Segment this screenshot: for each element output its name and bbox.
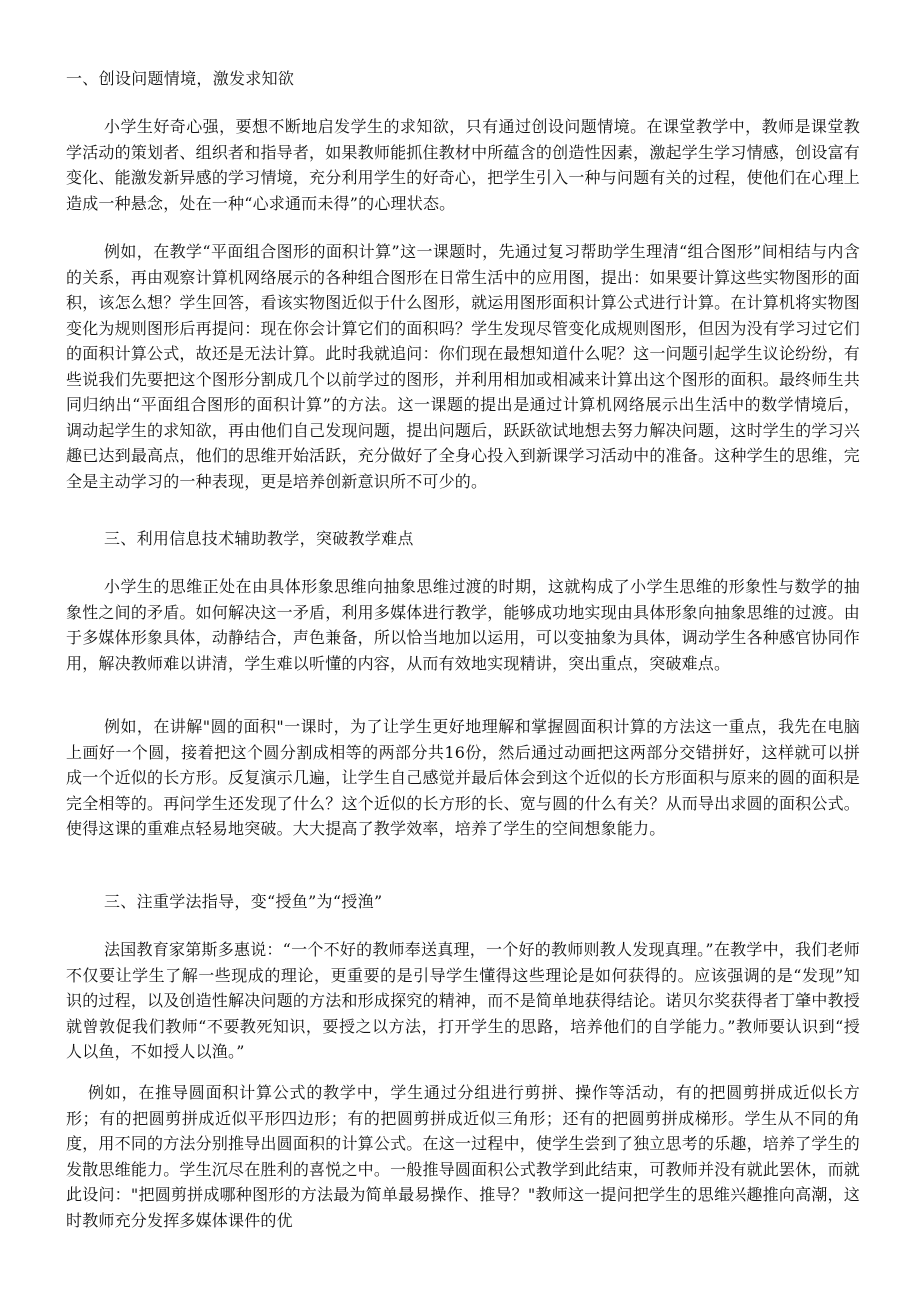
- paragraph-1: 小学生好奇心强，要想不断地启发学生的求知欲，只有通过创设问题情境。在课堂教学中，教师是课堂教学活动的策划者、组织者和指导者，如果教师能抓住教材中所蕴含的创造性因素，激起学生学习情感，创设富有变化、能激发新异感的学习情境，充分利用学生的好奇心，把学生引入一种与问题有关的过程，使他们在心理上造成一种悬念，处在一种“心求通而未得”的心理状态。: [66, 117, 860, 213]
- paragraph-5: 法国教育家第斯多惠说：“一个不好的教师奉送真理，一个好的教师则教人发现真理。”在教学中，我们老师不仅要让学生了解一些现成的理论，更重要的是引导学生懂得这些理论是如何获得的。应该强调的是“发现”知识的过程，以及创造性解决问题的方法和形成探究的精神，而不是简单地获得结论。诺贝尔奖获得者丁肇中教授就曾敦促我们教师“不要教死知识，要授之以方法，打开学生的思路，培养他们的自学能力。”教师要认识到“授人以鱼，不如授人以渔。”: [66, 940, 860, 1061]
- section-heading-3: 三、注重学法指导，变“授鱼”为“授渔”: [104, 892, 383, 911]
- paragraph-2: 例如，在教学“平面组合图形的面积计算”这一课题时，先通过复习帮助学生理清“组合图形”间相结与内含的关系，再由观察计算机网络展示的各种组合图形在日常生活中的应用图，提出：如果要计算这些实物图形的面积，该怎么想？学生回答，看该实物图近似于什么图形，就运用图形面积计算公式进行计算。在计算机将实物图变化为规则图形后再提问：现在你会计算它们的面积吗？学生发现尽管变化成规则图形，但因为没有学习过它们的面积计算公式，故还是无法计算。此时我就追问：你们现在最想知道什么呢？这一问题引起学生议论纷纷，有些说我们先要把这个图形分割成几个以前学过的图形，并利用相加或相减来计算出这个图形的面积。最终师生共同归纳出“平面组合图形的面积计算”的方法。这一课题的提出是通过计算机网络展示出生活中的数学情境后，调动起学生的求知欲，再由他们自己发现问题，提出问题后，跃跃欲试地想去努力解决问题，这时学生的学习兴趣已达到最高点，他们的思维开始活跃，充分做好了全身心投入到新课学习活动中的准备。这种学生的思维，完全是主动学习的一种表现，更是培养创新意识所不可少的。: [66, 242, 860, 491]
- paragraph-6: 例如，在推导圆面积计算公式的教学中，学生通过分组进行剪拼、操作等活动，有的把圆剪拼成近似长方形；有的把圆剪拼成近似平形四边形；有的把圆剪拼成近似三角形；还有的把圆剪拼成梯形。学生从不同的角度，用不同的方法分别推导出圆面积的计算公式。在这一过程中，使学生尝到了独立思考的乐趣，培养了学生的发散思维能力。学生沉尽在胜利的喜悦之中。一般推导圆面积公式教学到此结束，可教师并没有就此罢休，而就此设问："把圆剪拼成哪种图形的方法最为简单最易操作、推导？"教师这一提问把学生的思维兴趣推向高潮，这时教师充分发挥多媒体课件的优: [66, 1083, 860, 1230]
- section-heading-1: 一、创设问题情境，激发求知欲: [66, 69, 295, 88]
- paragraph-3: 小学生的思维正处在由具体形象思维向抽象思维过渡的时期，这就构成了小学生思维的形象性与数学的抽象性之间的矛盾。如何解决这一矛盾，利用多媒体进行教学，能够成功地实现由具体形象向抽象思维的过渡。由于多媒体形象具体，动静结合，声色兼备，所以恰当地加以运用，可以变抽象为具体，调动学生各种感官协同作用，解决教师难以讲清，学生难以听懂的内容，从而有效地实现精讲，突出重点，突破难点。: [66, 577, 860, 673]
- paragraph-4: 例如，在讲解"圆的面积"一课时，为了让学生更好地理解和掌握圆面积计算的方法这一重点，我先在电脑上画好一个圆，接着把这个圆分割成相等的两部分共16份，然后通过动画把这两部分交错拼好，这样就可以拼成一个近似的长方形。反复演示几遍，让学生自己感觉并最后体会到这个近似的长方形面积与原来的圆的面积是完全相等的。再问学生还发现了什么？这个近似的长方形的长、宽与圆的什么有关？从而导出求圆的面积公式。使得这课的重难点轻易地突破。大大提高了教学效率，培养了学生的空间想象能力。: [66, 717, 860, 838]
- section-heading-2: 三、利用信息技术辅助教学，突破教学难点: [104, 529, 414, 548]
